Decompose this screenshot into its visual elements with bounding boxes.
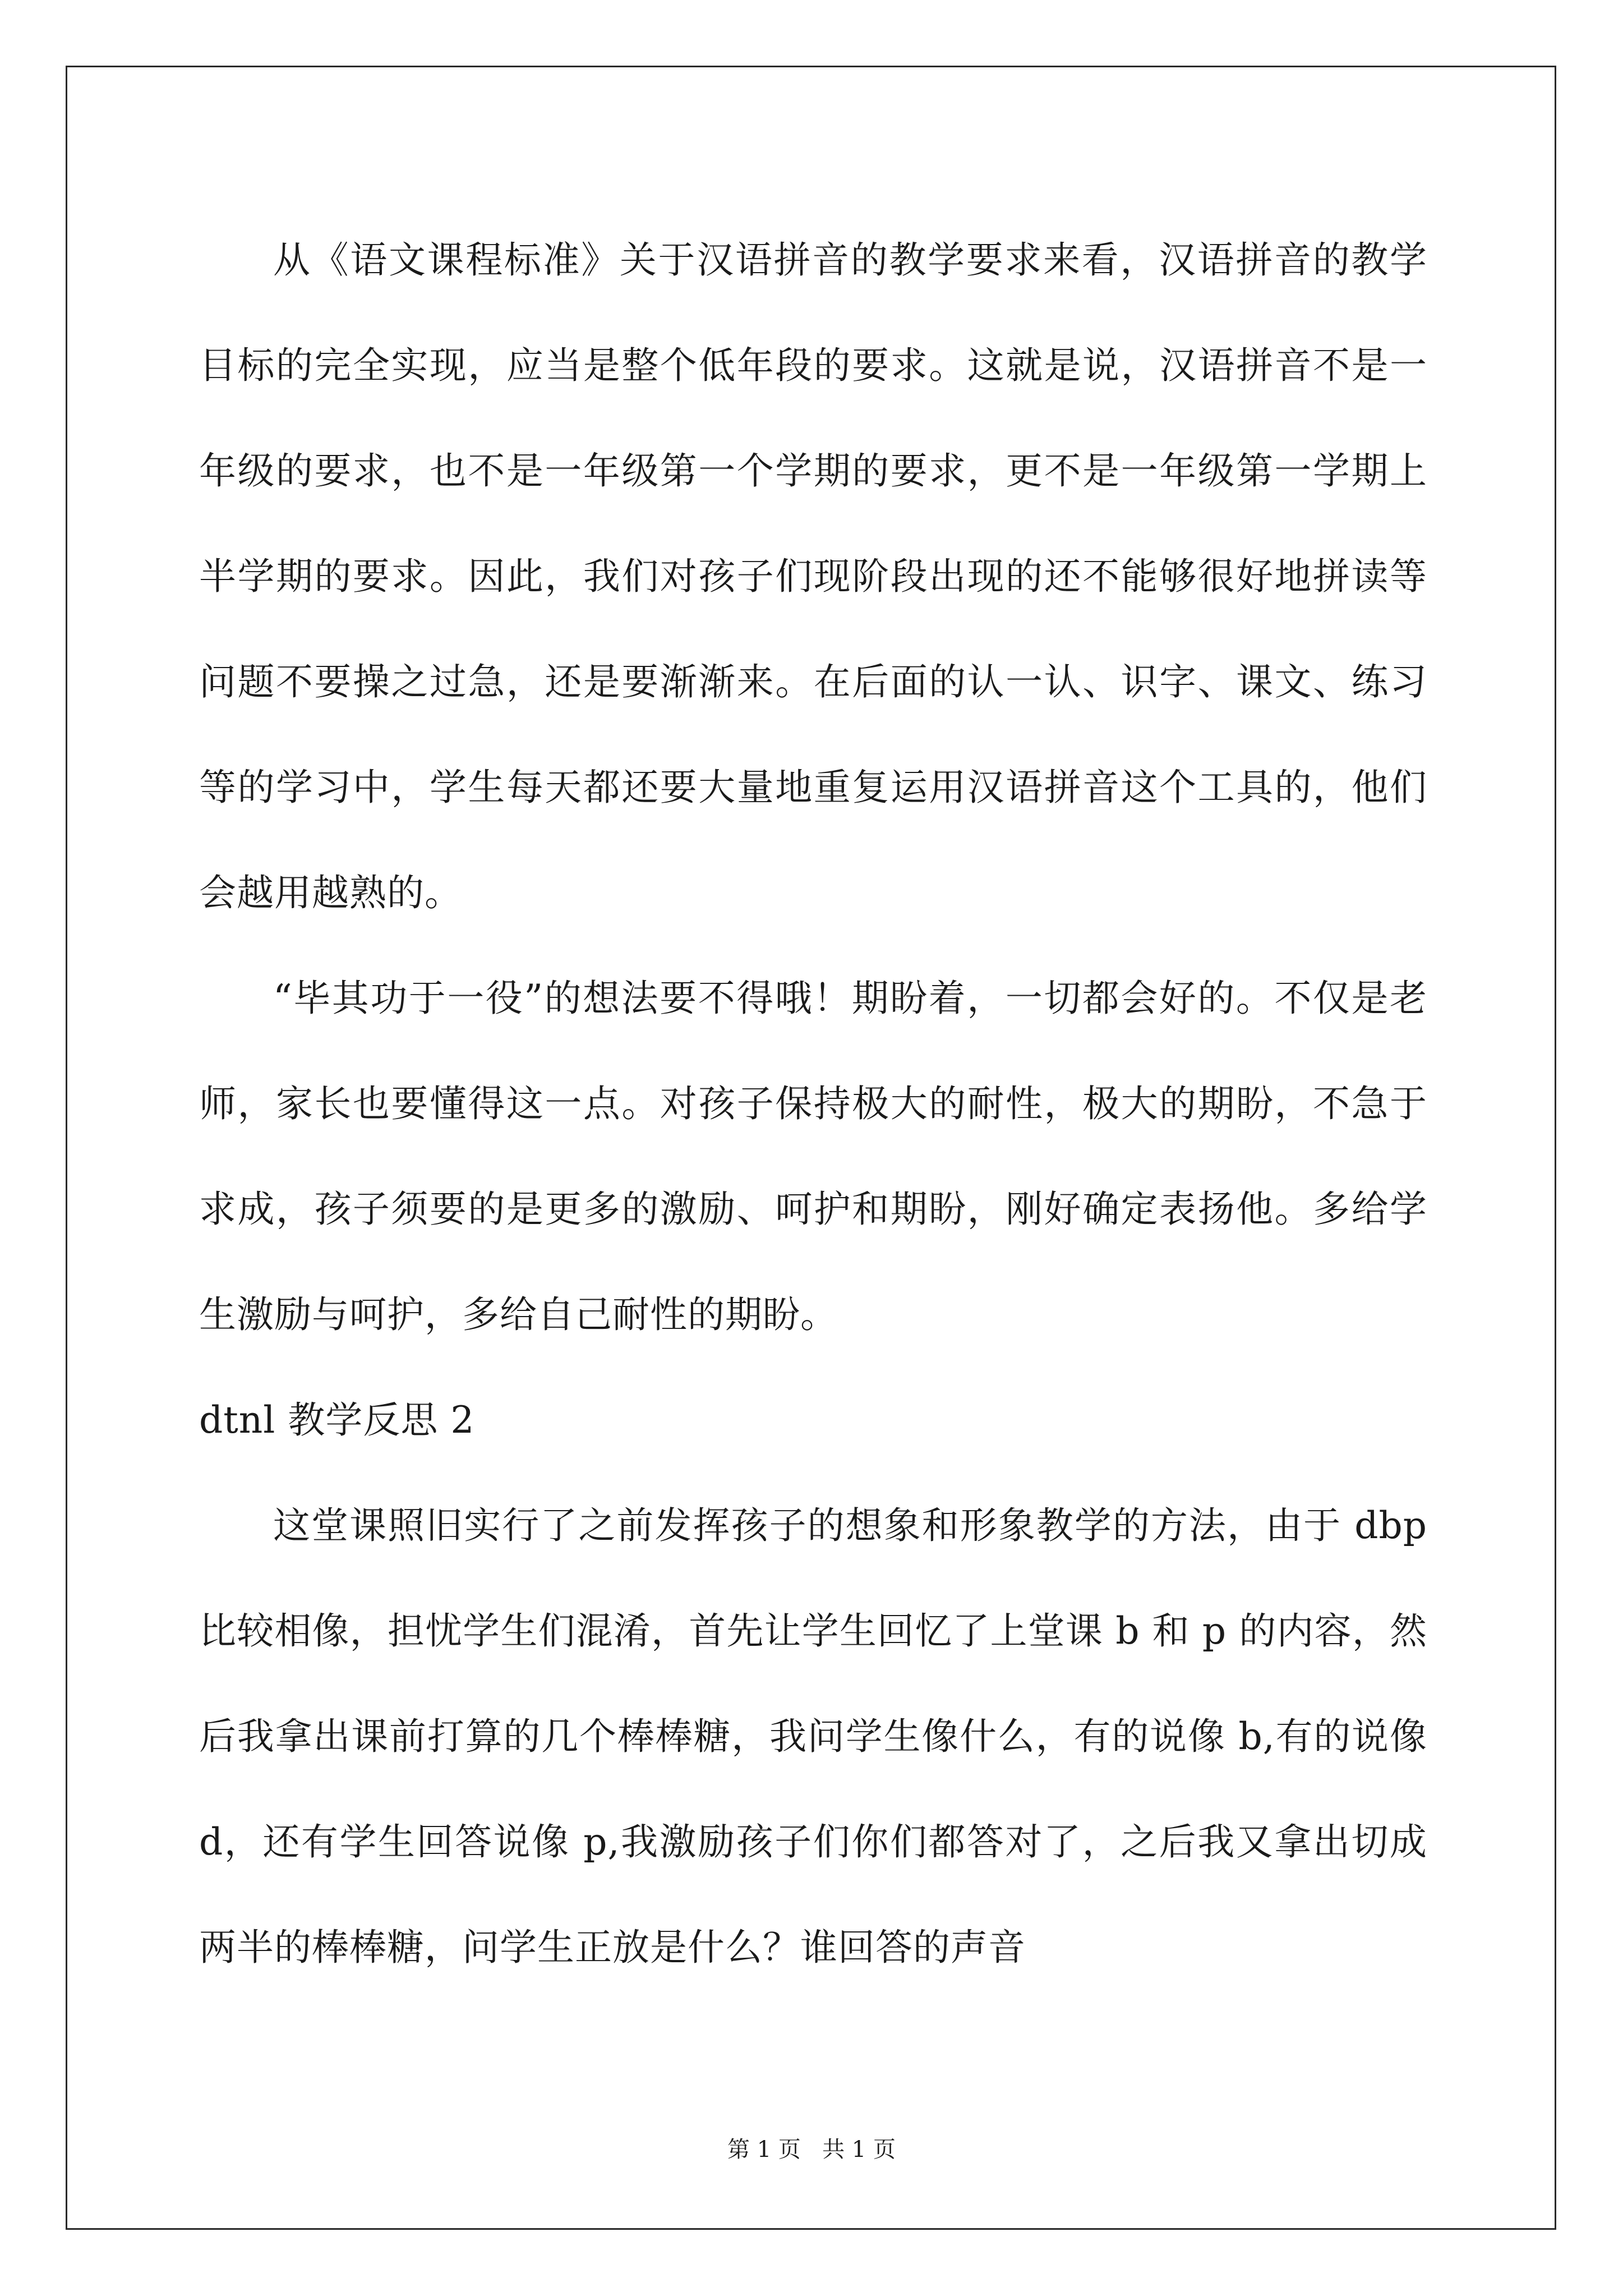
paragraph-1: 从《语文课程标准》关于汉语拼音的教学要求来看，汉语拼音的教学目标的完全实现，应当是整个低年段的要求。这就是说，汉语拼音不是一年级的要求，也不是一年级第一个学期的要求，更不是一年级第一学期上半学期的要求。因此，我们对孩子们现阶段出现的还不能够很好地拼读等问题不要操之过急，还是要渐渐来。在后面的认一认、识字、课文、练习等的学习中，学生每天都还要大量地重复运用汉语拼音这个工具的，他们会越用越熟的。 [199, 238, 1427, 914]
page-footer: 第 1 页 共 1 页 [727, 2137, 896, 2162]
paragraph-3: 这堂课照旧实行了之前发挥孩子的想象和形象教学的方法，由于 dbp 比较相像，担忧学生们混淆，首先让学生回忆了上堂课 b 和 p 的内容，然后我拿出课前打算的几个棒棒糖，我问学生像什么，有的说像 b,有的说像 d，还有学生回答说像 p,我激励孩子们你们都答对了，之后我又拿出切成两半的棒棒糖，问学生正放是什么？谁回答的声音 [199, 1504, 1427, 1969]
section-heading: dtnl 教学反思 2 [199, 1398, 475, 1442]
paragraph-2: “毕其功于一役”的想法要不得哦！期盼着，一切都会好的。不仅是老师，家长也要懂得这一点。对孩子保持极大的耐性，极大的期盼，不急于求成，孩子须要的是更多的激励、呵护和期盼，刚好确定表扬他。多给学生激励与呵护，多给自己耐性的期盼。 [199, 977, 1427, 1336]
document-body [199, 208, 1427, 2000]
